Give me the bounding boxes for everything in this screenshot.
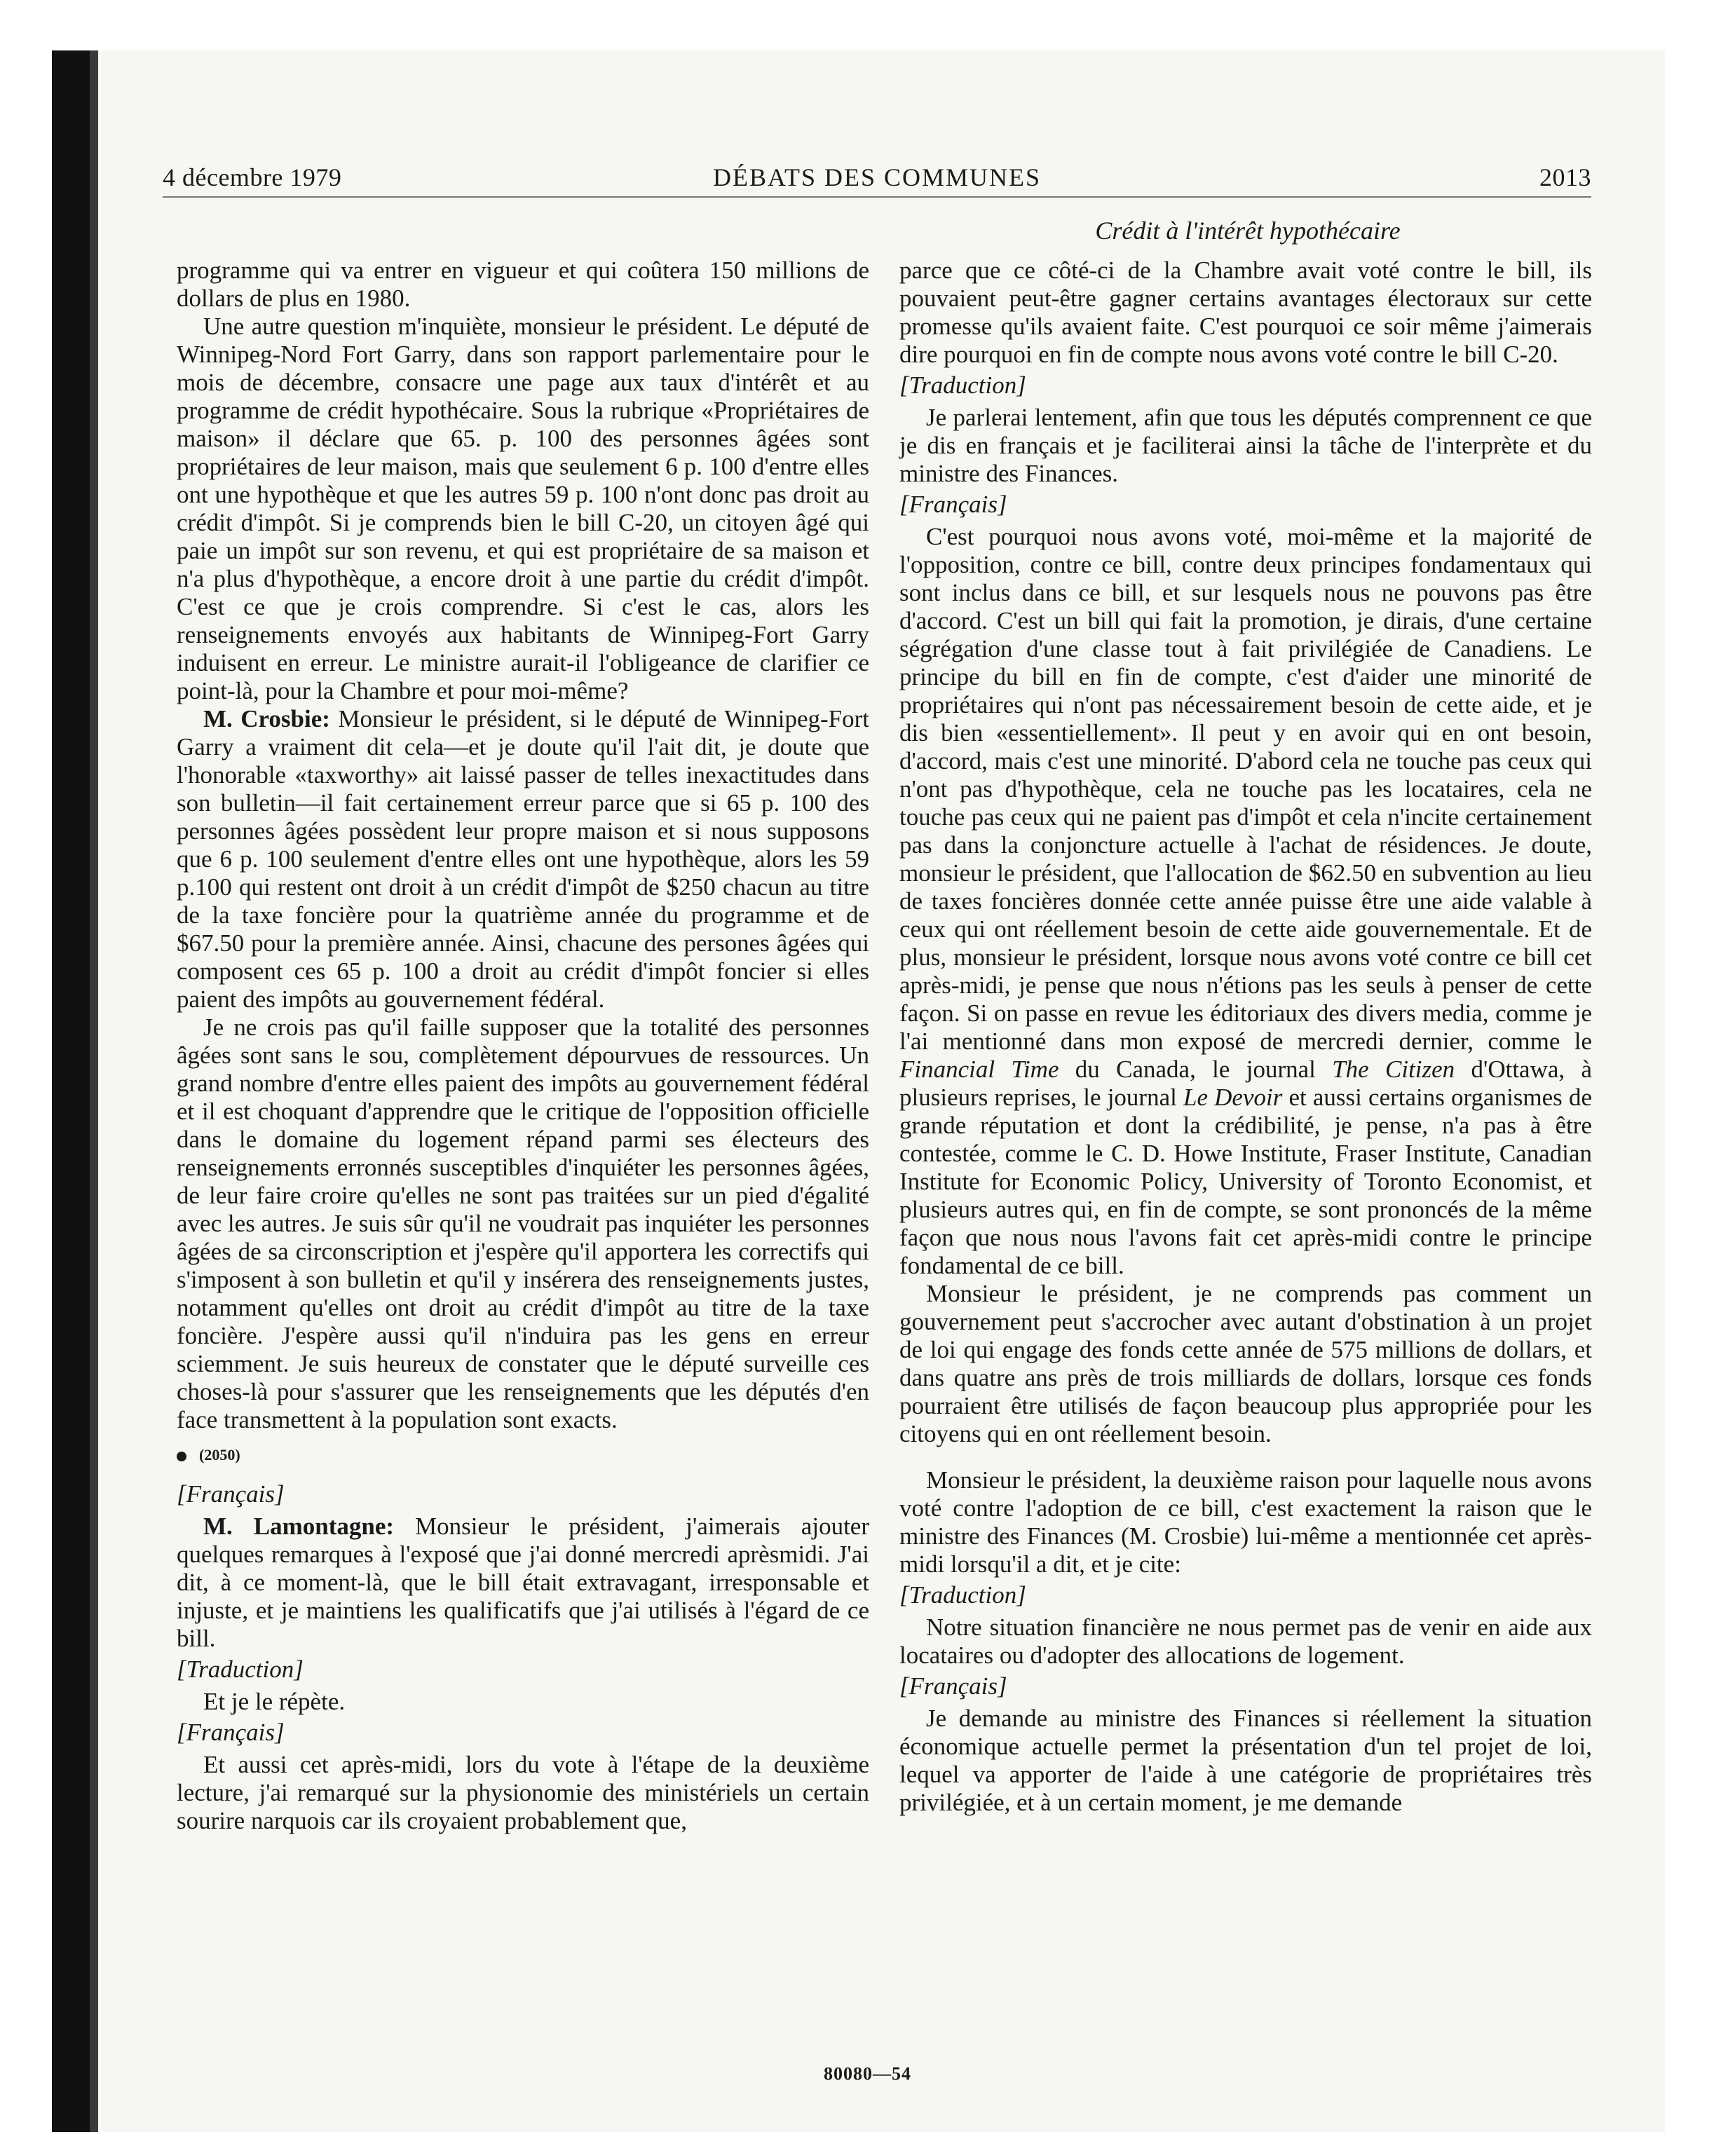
header-date: 4 décembre 1979: [163, 163, 342, 191]
paragraph: Notre situation financière ne nous permet pas de venir en aide aux locataires ou d'adopter des allocations de logement.: [899, 1613, 1592, 1669]
paragraph: Une autre question m'inquiète, monsieur le président. Le député de Winnipeg-Nord Fort Garry, dans son rapport parlementaire pour le mois de décembre, consacre une page aux taux d'intérêt et au programme de crédit hypothécaire. Sous la rubrique «Propriétaires de maison» il déclare que 65. p. 100 des personnes âgées sont propriétaires de leur maison, mais que seulement 6 p. 100 d'entre elles ont une hypothèque et que les autres 59 p. 100 n'ont donc pas droit au crédit d'impôt. Si je comprends bien le bill C-20, un citoyen âgé qui paie un impôt sur son revenu, et qui est propriétaire de sa maison et n'a plus d'hypothèque, a encore droit à une partie du crédit d'impôt. C'est ce que je crois comprendre. Si c'est le cas, alors les renseignements envoyés aux habitants de Winnipeg-Fort Garry induisent en erreur. Le ministre aurait-il l'obligeance de clarifier ce point-là, pour la Chambre et pour moi-même?: [177, 313, 869, 704]
text-run: du Canada, le journal: [1059, 1056, 1333, 1083]
paragraph: programme qui va entrer en vigueur et qui coûtera 150 millions de dollars de plus en 1980.: [177, 257, 869, 312]
language-tag: [Traduction]: [899, 371, 1026, 399]
page-header: [163, 163, 1591, 198]
paragraph: Je ne crois pas qu'il faille supposer que la totalité des personnes âgées sont sans le sou, complètement dépourvues de ressources. Un grand nombre d'entre elles paient des impôts au gouvernement fédéral et il est choquant d'apprendre que le critique de l'opposition officielle dans le domaine du logement répand parmi ses électeurs des renseignements erronnés susceptibles d'inquiéter les personnes âgées, de leur faire croire qu'elles ne sont pas traitées sur un pied d'égalité avec les autres. Je suis sûr qu'il ne voudrait pas inquiéter les personnes âgées de sa circonscription et j'espère qu'il apportera les correctifs qui s'imposent à son bulletin et qu'il y insérera des renseignements justes, notamment qu'elles ont droit au crédit d'impôt au titre de la taxe foncière. J'espère aussi qu'il n'induira pas les gens en erreur sciemment. Je suis heureux de constater que le député surveille ces choses-là pour s'assurer que les renseignements que les députés d'en face transmettent à la population sont exacts.: [177, 1014, 869, 1433]
text-run: d'Ottawa, à plusieurs reprises, le journal: [899, 1056, 1592, 1111]
language-tag: [Traduction]: [899, 1581, 1026, 1609]
italic-title: The Citizen: [1332, 1056, 1455, 1083]
left-column: [177, 257, 869, 1835]
paragraph: Et je le répète.: [203, 1688, 346, 1715]
right-column: [899, 257, 1592, 1817]
text-run: C'est pourquoi nous avons voté, moi-même et la majorité de l'opposition, contre ce bill, contre deux principes fondamentaux qui sont inclus dans ce bill, et sur lesquels nous ne pouvons pas être d'accord. C'est un bill qui fait la promotion, je dirais, d'une certaine ségrégation d'une classe tout à fait privilégiée de Canadiens. Le principe du bill en fin de compte, c'est d'aider une minorité de propriétaires qui n'ont pas nécessairement besoin de cette aide, et je dis bien «essentiellement». Il peut y en avoir qui en ont besoin, d'accord, mais c'est une minorité. D'abord cela ne touche pas ceux qui n'ont pas d'hypothèque, cela ne touche pas les locataires, cela ne touche pas ceux qui ne paient pas d'impôt et cela n'incite certainement pas dans la conjoncture actuelle à l'achat de résidences. Je doute, monsieur le président, que l'allocation de $62.50 en subvention au lieu de taxes foncières donnée cette année puisse être une aide valable à ceux qui ont réellement besoin de cette aide gouvernementale. Et de plus, monsieur le président, lorsque nous avons voté contre ce bill cet après-midi, je pense que nous n'étions pas les seuls à penser de cette façon. Si on passe en revue les éditoriaux des divers media, comme je l'ai mentionné dans mon exposé de mercredi dernier, comme le: [899, 523, 1592, 1055]
language-tag: [Traduction]: [177, 1656, 304, 1683]
paragraph: [177, 705, 869, 1014]
footer-print-code: 80080—54: [824, 2063, 911, 2084]
scan-binding-edge: [52, 50, 90, 2132]
paragraph: Monsieur le président, la deuxième raison pour laquelle nous avons voté contre l'adoption de ce bill, c'est exactement la raison que le ministre des Finances (M. Crosbie) lui-même a mentionnée cet après-midi lorsqu'il a dit, et je cite:: [899, 1466, 1592, 1578]
speaker-name: M. Crosbie:: [203, 705, 330, 732]
time-marker: [177, 1441, 869, 1469]
paragraph: parce que ce côté-ci de la Chambre avait voté contre le bill, ils pouvaient peut-être gagner certains avantages électoraux sur cette promesse qu'ils avaient faite. C'est pourquoi ce soir même j'aimerais dire pourquoi en fin de compte nous avons voté contre le bill C-20.: [899, 257, 1592, 368]
paragraph: Et aussi cet après-midi, lors du vote à l'étape de la deuxième lecture, j'ai remarqué sur la physionomie des ministériels un certain sourire narquois car ils croyaient probablement que,: [177, 1751, 869, 1834]
paragraph: Monsieur le président, je ne comprends pas comment un gouvernement peut s'accrocher avec autant d'obstination à un projet de loi qui engage des fonds cette année de 575 millions de dollars, et dans quatre ans près de trois milliards de dollars, lorsque ces fonds pourraient être utilisés de façon beaucoup plus appropriée pour les citoyens qui en ont réellement besoin.: [899, 1280, 1592, 1447]
italic-title: Financial Time: [899, 1056, 1059, 1083]
running-head: Crédit à l'intérêt hypothécaire: [1095, 217, 1401, 245]
text-run: et aussi certains organismes de grande réputation et dont la crédibilité, je pense, n'a pas à être contestée, comme le C. D. Howe Institute, Fraser Institute, Canadian Institute for Economic Policy, University of Toronto Economist, et plusieurs autres qui, en fin de compte, se sont prononcés de la même façon que nous nous l'avons fait cet après-midi contre le principe fondamental de ce bill.: [899, 1084, 1592, 1279]
paragraph: Je demande au ministre des Finances si réellement la situation économique actuelle permet la présentation d'un tel projet de loi, lequel va apporter de l'aide à une catégorie de propriétaires très privilégiée, et à un certain moment, je me demande: [899, 1705, 1592, 1816]
time-mark-text: (2050): [199, 1446, 240, 1464]
bullet-icon: [177, 1452, 186, 1461]
speaker-name: M. Lamontagne:: [203, 1513, 395, 1540]
language-tag: [Français]: [899, 1672, 1007, 1700]
language-tag: [Français]: [899, 491, 1007, 518]
paragraph-spacer: [899, 1448, 1592, 1466]
paragraph: Je parlerai lentement, afin que tous les députés comprennent ce que je dis en français et je faciliterai ainsi la tâche de l'interprète et du ministre des Finances.: [899, 404, 1592, 487]
scan-shadow: [90, 50, 98, 2132]
header-title: DÉBATS DES COMMUNES: [712, 163, 1042, 191]
language-tag: [Français]: [177, 1480, 285, 1508]
speech-text: Monsieur le président, j'aimerais ajouter quelques remarques à l'exposé que j'ai donné mercredi aprèsmidi. J'ai dit, à ce moment-là, que le bill était extravagant, irresponsable et injuste, et je maintiens les qualificatifs que j'ai utilisés à l'égard de ce bill.: [177, 1513, 869, 1652]
italic-title: Le Devoir: [1183, 1084, 1283, 1111]
paragraph: [177, 1513, 869, 1653]
header-page-number: 2013: [1539, 163, 1591, 191]
paragraph: [899, 523, 1592, 1280]
language-tag: [Français]: [177, 1719, 285, 1746]
speech-text: Monsieur le président, si le député de Winnipeg-Fort Garry a vraiment dit cela—et je doute qu'il l'ait dit, je doute que l'honorable «taxworthy» ait laissé passer de telles inexactitudes dans son bulletin—il fait certainement erreur parce que si 65 p. 100 des personnes âgées possèdent leur propre maison et si nous supposons que 6 p. 100 seulement d'entre elles ont une hypothèque, alors les 59 p.100 qui restent ont droit à un crédit d'impôt de $250 chacun au titre de la taxe foncière pour la quatrième année du programme et de $67.50 pour la première année. Ainsi, chacune des persones âgées qui composent ces 65 p. 100 a droit au crédit d'impôt foncier si elles paient des impôts au gouvernement fédéral.: [177, 705, 870, 1013]
